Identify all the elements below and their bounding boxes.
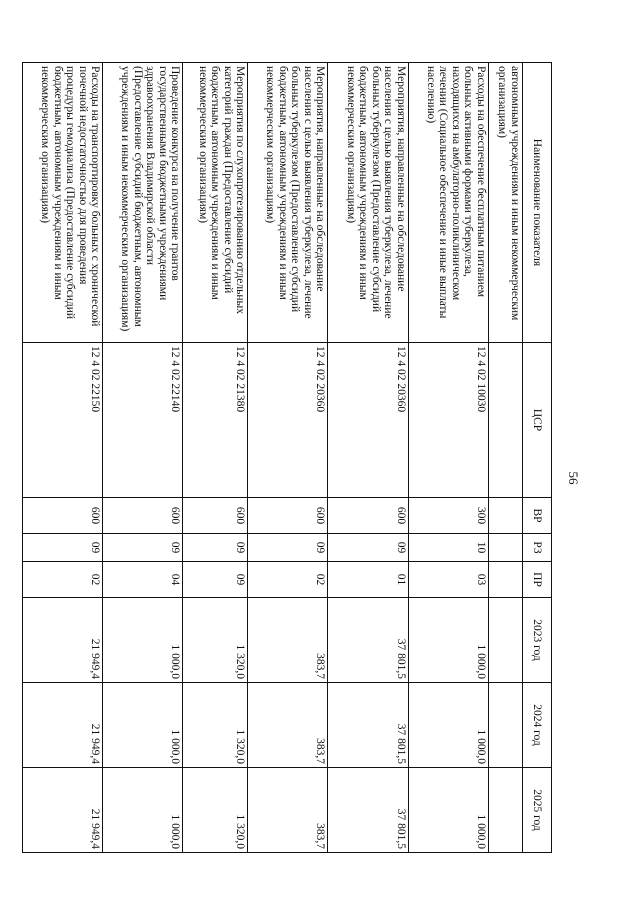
row-2023: 21 949,4 (23, 598, 103, 683)
row-vr: 600 (248, 498, 328, 534)
row-name: Расходы на обеспечение бесплатным питанием больных активными формами туберкулеза, находящихся на амбулаторно-поликлиническом лечении (Социальное обеспечение и иные выплаты населению) (408, 63, 488, 343)
row-vr: 600 (183, 498, 248, 534)
rotated-page-content (22, 62, 552, 852)
row-2025: 1 000,0 (408, 768, 488, 853)
row-csr: 12 4 02 21380 (183, 343, 248, 498)
header-name: Наименование показателя (523, 63, 552, 343)
row-vr (488, 498, 522, 534)
table-row (23, 63, 103, 853)
row-name: Расходы на транспортировку больных с хронической почечной недостаточностью для проведения процедуры гемодиализа (Предоставление субсидий бюджетным, автономным учреждениям и иным некоммерческим организациям) (23, 63, 103, 343)
row-csr: 12 4 02 22140 (103, 343, 183, 498)
row-csr: 12 4 02 20360 (248, 343, 328, 498)
row-2023 (488, 598, 522, 683)
row-name: Мероприятия, направленные на обследование населения с целью выявления туберкулеза, лечение больных туберкулезом (Предоставление субсидий бюджетным, автономным учреждениям и иным некоммерческим организациям) (328, 63, 408, 343)
row-2024: 1 000,0 (103, 683, 183, 768)
row-name: Проведение конкурса на получение грантов государственными бюджетными учреждениями здравоохранения Владимирской области (Предоставление субсидий бюджетным, автономным учреждениям и иным некоммерческим организациям) (103, 63, 183, 343)
header-2025: 2025 год (523, 768, 552, 853)
header-2024: 2024 год (523, 683, 552, 768)
row-vr: 600 (23, 498, 103, 534)
row-pr: 02 (248, 562, 328, 598)
row-name: Мероприятия по слухопротезированию отдельных категорий граждан (Предоставление субсидий бюджетным, автономным учреждениям и иным некоммерческим организациям) (183, 63, 248, 343)
row-2025 (488, 768, 522, 853)
row-pr: 09 (183, 562, 248, 598)
table-row (248, 63, 328, 853)
header-pr: ПР (523, 562, 552, 598)
row-2024: 21 949,4 (23, 683, 103, 768)
row-2025: 37 801,5 (328, 768, 408, 853)
header-csr: ЦСР (523, 343, 552, 498)
row-2023: 383,7 (248, 598, 328, 683)
row-2025: 1 320,0 (183, 768, 248, 853)
row-2024: 37 801,5 (328, 683, 408, 768)
row-2024 (488, 683, 522, 768)
row-rz (488, 534, 522, 562)
page-number: 56 (566, 471, 581, 485)
budget-table (22, 62, 552, 853)
row-csr: 12 4 02 10030 (408, 343, 488, 498)
table-body (23, 63, 523, 853)
row-rz: 10 (408, 534, 488, 562)
table-row (183, 63, 248, 853)
row-rz: 09 (103, 534, 183, 562)
row-2024: 1 000,0 (408, 683, 488, 768)
row-2023: 1 000,0 (408, 598, 488, 683)
header-vr: ВР (523, 498, 552, 534)
table-row (103, 63, 183, 853)
row-rz: 09 (23, 534, 103, 562)
table-row (328, 63, 408, 853)
row-2023: 37 801,5 (328, 598, 408, 683)
row-pr: 01 (328, 562, 408, 598)
row-pr: 03 (408, 562, 488, 598)
header-rz: РЗ (523, 534, 552, 562)
row-rz: 09 (328, 534, 408, 562)
row-2023: 1 000,0 (103, 598, 183, 683)
table-row (488, 63, 522, 853)
row-pr: 04 (103, 562, 183, 598)
row-vr: 300 (408, 498, 488, 534)
row-2025: 383,7 (248, 768, 328, 853)
row-rz: 09 (183, 534, 248, 562)
header-row (523, 63, 552, 853)
row-csr (488, 343, 522, 498)
row-2025: 1 000,0 (103, 768, 183, 853)
row-2024: 1 320,0 (183, 683, 248, 768)
row-vr: 600 (328, 498, 408, 534)
row-name: автономным учреждениям и иным некоммерческим организациям) (488, 63, 522, 343)
table-row (408, 63, 488, 853)
row-pr: 02 (23, 562, 103, 598)
row-2025: 21 949,4 (23, 768, 103, 853)
row-pr (488, 562, 522, 598)
row-2023: 1 320,0 (183, 598, 248, 683)
row-csr: 12 4 02 22150 (23, 343, 103, 498)
header-2023: 2023 год (523, 598, 552, 683)
row-rz: 09 (248, 534, 328, 562)
row-csr: 12 4 02 20360 (328, 343, 408, 498)
row-vr: 600 (103, 498, 183, 534)
row-2024: 383,7 (248, 683, 328, 768)
row-name: Мероприятия, направленные на обследование населения с целью выявления туберкулеза, лечение больных туберкулезом (Предоставление субсидий бюджетным, автономным учреждениям и иным некоммерческим организациям) (248, 63, 328, 343)
